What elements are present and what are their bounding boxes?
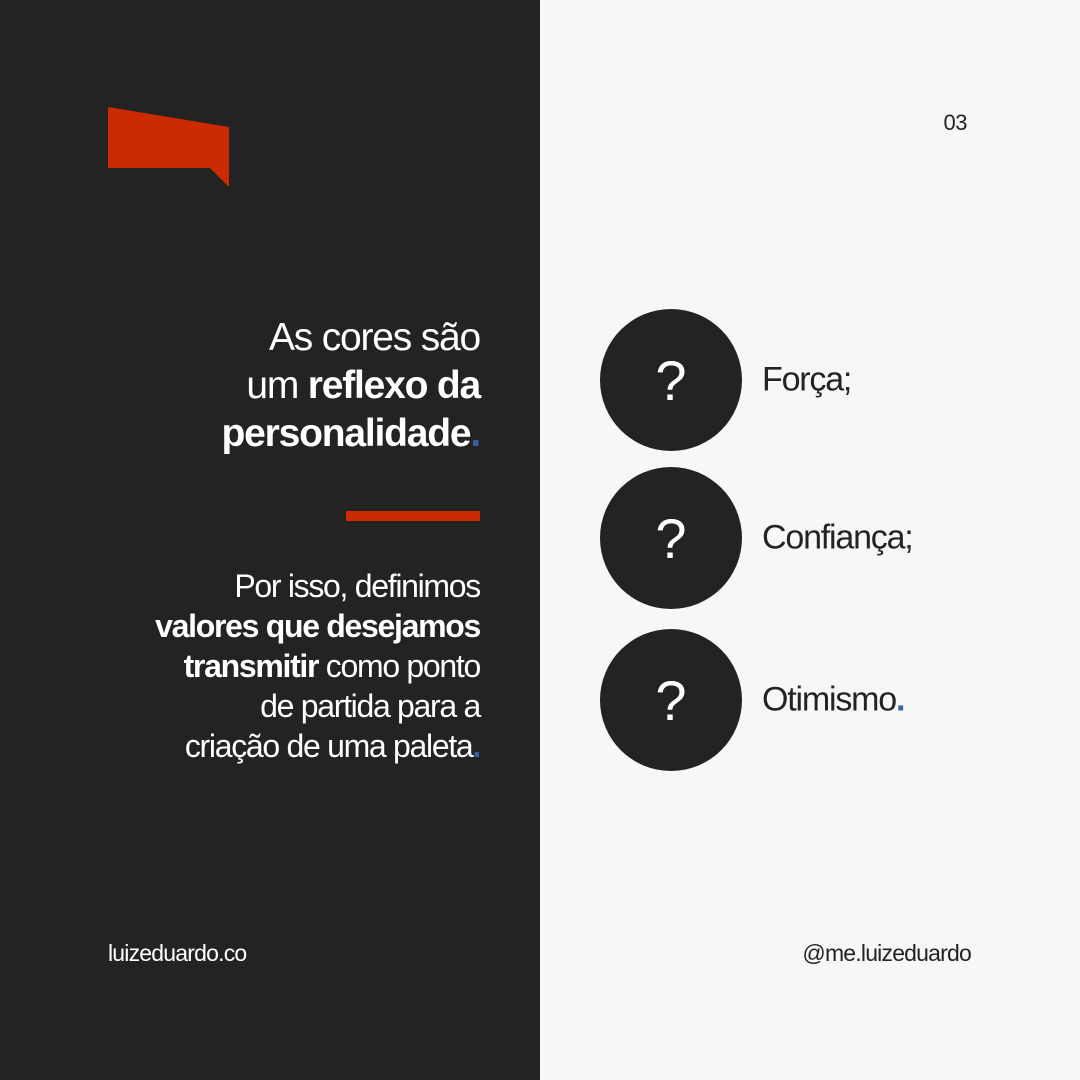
social-handle[interactable]: @me.luizeduardo <box>802 940 971 966</box>
headline-line-2-plain: um <box>246 364 308 407</box>
value-item-otimismo <box>600 629 1000 771</box>
headline-line-1: As cores são <box>268 316 480 359</box>
speech-flag-icon <box>108 107 230 188</box>
body-end-dot: . <box>472 728 480 764</box>
website-link[interactable]: luizeduardo.co <box>108 940 247 966</box>
question-mark-icon: ? <box>600 467 742 609</box>
body-line-5: criação de uma paleta <box>184 728 473 764</box>
headline-line-2-bold: reflexo da <box>307 364 480 407</box>
headline-line-3-bold: personalidade <box>221 412 471 455</box>
body-line-2-bold: valores que desejamos <box>155 608 480 644</box>
value-end-dot: . <box>895 680 905 719</box>
value-label: Força; <box>762 360 852 399</box>
question-mark-icon: ? <box>600 629 742 771</box>
body-line-3-bold: transmitir <box>183 648 319 684</box>
value-label-text: Otimismo <box>762 680 896 719</box>
value-label: Confiança; <box>762 518 913 557</box>
body-line-1: Por isso, definimos <box>234 568 480 604</box>
body-paragraph <box>110 566 480 766</box>
divider-bar <box>346 511 480 521</box>
body-line-4: de partida para a <box>260 688 480 724</box>
question-mark-icon: ? <box>600 309 742 451</box>
page-number: 03 <box>943 110 967 135</box>
value-item-forca <box>600 309 1000 451</box>
headline <box>150 314 480 458</box>
value-item-confianca <box>600 467 1000 609</box>
headline-end-dot: . <box>470 412 480 455</box>
body-line-3-plain: como ponto <box>318 648 480 684</box>
value-label <box>762 681 904 720</box>
